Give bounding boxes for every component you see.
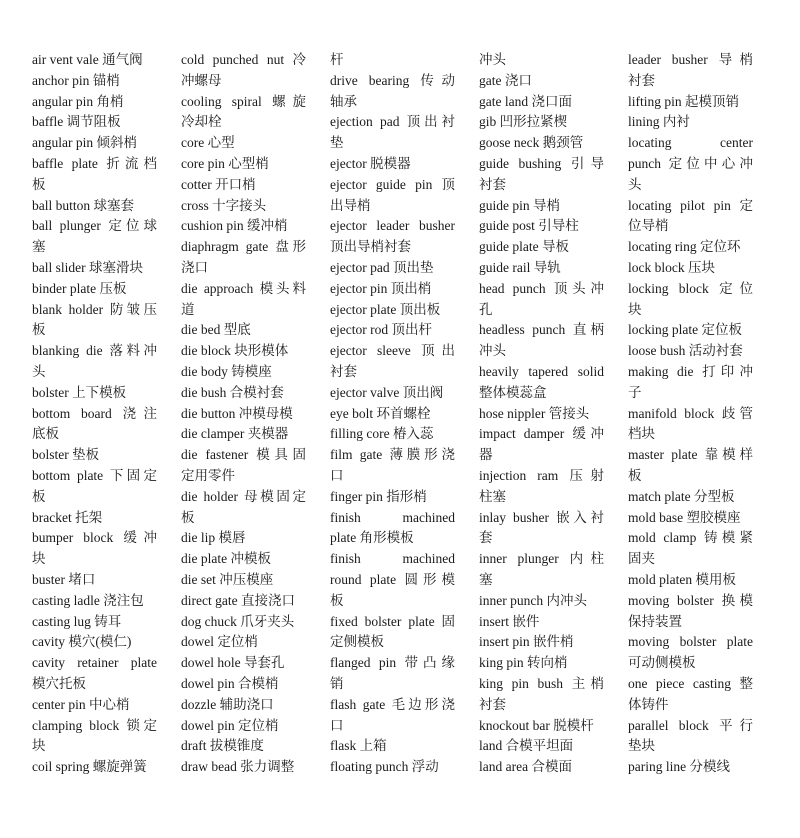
glossary-line: cotter 开口梢 xyxy=(181,176,256,192)
glossary-line: 档块 xyxy=(628,426,655,442)
glossary-line: 头 xyxy=(32,363,46,379)
glossary-line: one piece casting 整 xyxy=(628,675,753,691)
glossary-line: drive bearing 传动 xyxy=(330,72,455,88)
glossary-line: 器 xyxy=(479,447,493,463)
glossary-line: bumper block 缓冲 xyxy=(32,530,157,546)
glossary-line: cavity retainer plate xyxy=(32,655,157,671)
glossary-line: baffle plate 折流档 xyxy=(32,155,157,171)
glossary-line: mold platen 模用板 xyxy=(628,571,736,587)
glossary-line: 垫 xyxy=(330,135,344,151)
glossary-line: clamping block 锁定 xyxy=(32,717,157,733)
glossary-line: bottom plate 下固定 xyxy=(32,467,157,483)
glossary-line: ejector guide pin 顶 xyxy=(330,176,455,192)
glossary-line: center pin 中心梢 xyxy=(32,696,130,712)
glossary-line: finish machined xyxy=(330,509,455,525)
glossary-line: head punch 顶头冲 xyxy=(479,280,604,296)
glossary-line: 定侧模板 xyxy=(330,634,384,650)
glossary-line: die approach 模头料 xyxy=(181,280,306,296)
glossary-line: plate 角形模板 xyxy=(330,530,414,546)
glossary-line: dozzle 辅助浇口 xyxy=(181,696,274,712)
glossary-line: guide pin 导梢 xyxy=(479,197,560,213)
glossary-line: 口 xyxy=(330,467,344,483)
glossary-line: angular pin 角梢 xyxy=(32,93,124,109)
glossary-line: heavily tapered solid xyxy=(479,363,604,379)
glossary-line: 板 xyxy=(32,322,46,338)
glossary-line: ball slider 球塞滑块 xyxy=(32,259,143,275)
glossary-line: ejector sleeve 顶出 xyxy=(330,343,455,359)
glossary-line: mold base 塑胶模座 xyxy=(628,509,741,525)
glossary-line: coil spring 螺旋弹簧 xyxy=(32,759,147,775)
glossary-line: 轴承 xyxy=(330,93,357,109)
glossary-page xyxy=(32,50,776,778)
glossary-line: making die 打印冲 xyxy=(628,363,753,379)
glossary-line: 板 xyxy=(330,592,344,608)
glossary-line: ejector pin 顶出梢 xyxy=(330,280,432,296)
glossary-line: casting ladle 浇注包 xyxy=(32,592,144,608)
glossary-line: 柱塞 xyxy=(479,488,506,504)
glossary-line: 冲头 xyxy=(479,52,506,67)
glossary-line: draw bead 张力调整 xyxy=(181,759,295,775)
glossary-line: 孔 xyxy=(479,301,493,317)
glossary-line: casting lug 铸耳 xyxy=(32,613,122,629)
glossary-line: locking plate 定位板 xyxy=(628,322,742,338)
glossary-line: paring line 分模线 xyxy=(628,759,730,775)
glossary-line: filling core 椿入蕊 xyxy=(330,426,434,442)
glossary-line: direct gate 直接浇口 xyxy=(181,592,295,608)
glossary-line: moving bolster 换模 xyxy=(628,592,753,608)
glossary-line: lining 内衬 xyxy=(628,114,690,130)
glossary-column-2 xyxy=(181,50,306,778)
glossary-line: guide post 引导柱 xyxy=(479,218,579,234)
glossary-line: 浇口 xyxy=(181,259,208,275)
glossary-line: flanged pin 带凸缘 xyxy=(330,655,455,671)
glossary-line: finger pin 指形梢 xyxy=(330,488,427,504)
glossary-line: die fastener 模具固 xyxy=(181,447,306,463)
glossary-line: 冷却栓 xyxy=(181,114,222,130)
glossary-line: 衬套 xyxy=(628,72,655,88)
glossary-line: blanking die 落料冲 xyxy=(32,343,157,359)
glossary-line: 固夹 xyxy=(628,551,655,567)
glossary-line: punch 定位中心冲 xyxy=(628,155,753,171)
glossary-line: ejection pad 顶出衬 xyxy=(330,114,455,130)
glossary-line: king pin bush 主梢 xyxy=(479,675,604,691)
glossary-line: 板 xyxy=(181,509,195,525)
glossary-line: angular pin 倾斜梢 xyxy=(32,135,137,151)
glossary-line: 可动侧模板 xyxy=(628,655,696,671)
glossary-line: buster 堵口 xyxy=(32,571,96,587)
glossary-line: dowel pin 合模梢 xyxy=(181,675,279,691)
glossary-line: gate 浇口 xyxy=(479,72,532,88)
glossary-line: die clamper 夹模器 xyxy=(181,426,289,442)
glossary-line: round plate 圆形模 xyxy=(330,571,455,587)
glossary-line: hose nippler 管接头 xyxy=(479,405,590,421)
glossary-line: 塞 xyxy=(32,239,46,255)
glossary-line: inner plunger 内柱 xyxy=(479,551,604,567)
glossary-line: dog chuck 爪牙夹头 xyxy=(181,613,295,629)
glossary-line: locking block 定位 xyxy=(628,280,753,296)
glossary-line: die holder 母模固定 xyxy=(181,488,306,504)
glossary-line: film gate 薄膜形浇 xyxy=(330,447,455,463)
glossary-line: injection ram 压射 xyxy=(479,467,604,483)
glossary-line: 塞 xyxy=(479,571,493,587)
glossary-line: die set 冲压模座 xyxy=(181,571,274,587)
glossary-line: 子 xyxy=(628,384,642,400)
glossary-line: dowel 定位梢 xyxy=(181,634,258,650)
glossary-line: 位导梢 xyxy=(628,218,669,234)
glossary-line: die block 块形模体 xyxy=(181,343,289,359)
glossary-line: bracket 托架 xyxy=(32,509,103,525)
glossary-line: 定用零件 xyxy=(181,467,235,483)
glossary-line: die plate 冲模板 xyxy=(181,551,271,567)
glossary-line: land 合模平坦面 xyxy=(479,738,574,754)
glossary-line: blank holder 防皱压 xyxy=(32,301,157,317)
glossary-line: core 心型 xyxy=(181,135,235,151)
glossary-line: anchor pin 锚梢 xyxy=(32,72,120,88)
glossary-line: eye bolt 环首螺栓 xyxy=(330,405,431,421)
glossary-line: floating punch 浮动 xyxy=(330,759,439,775)
glossary-line: baffle 调节阻板 xyxy=(32,114,121,130)
glossary-line: ejector valve 顶出阀 xyxy=(330,384,444,400)
glossary-line: die bed 型底 xyxy=(181,322,251,338)
glossary-line: guide rail 导轨 xyxy=(479,259,561,275)
glossary-column-1 xyxy=(32,50,157,778)
glossary-line: flash gate 毛边形浇 xyxy=(330,696,455,712)
glossary-line: cushion pin 缓冲梢 xyxy=(181,218,288,234)
glossary-line: 体铸件 xyxy=(628,696,669,712)
glossary-line: lifting pin 起模顶销 xyxy=(628,93,739,109)
glossary-line: 底板 xyxy=(32,426,59,442)
glossary-line: cooling spiral 螺旋 xyxy=(181,93,306,109)
glossary-line: ball plunger 定位球 xyxy=(32,218,157,234)
glossary-line: locating ring 定位环 xyxy=(628,239,741,255)
glossary-line: king pin 转向梢 xyxy=(479,655,568,671)
glossary-line: finish machined xyxy=(330,551,455,567)
glossary-line: 头 xyxy=(628,176,642,192)
glossary-line: core pin 心型梢 xyxy=(181,155,269,171)
glossary-line: bolster 上下模板 xyxy=(32,384,127,400)
glossary-line: guide bushing 引导 xyxy=(479,155,604,171)
glossary-line: moving bolster plate xyxy=(628,634,753,650)
glossary-line: 口 xyxy=(330,717,344,733)
glossary-column-5 xyxy=(628,50,753,778)
glossary-line: die button 冲模母模 xyxy=(181,405,293,421)
glossary-line: ejector rod 顶出杆 xyxy=(330,322,432,338)
glossary-line: manifold block 歧管 xyxy=(628,405,753,421)
glossary-line: die lip 模唇 xyxy=(181,530,246,546)
glossary-line: master plate 靠模样 xyxy=(628,447,753,463)
glossary-line: 衬套 xyxy=(479,696,506,712)
glossary-line: die bush 合模衬套 xyxy=(181,384,284,400)
glossary-line: dowel pin 定位梢 xyxy=(181,717,279,733)
glossary-line: gate land 浇口面 xyxy=(479,93,572,109)
glossary-line: goose neck 鹅颈管 xyxy=(479,135,584,151)
glossary-column-4 xyxy=(479,50,604,778)
glossary-line: 板 xyxy=(628,467,642,483)
glossary-line: draft 拔模锥度 xyxy=(181,738,264,754)
glossary-line: 冲头 xyxy=(479,343,506,359)
glossary-line: 顶出导梢衬套 xyxy=(330,239,411,255)
glossary-line: locating pilot pin 定 xyxy=(628,197,753,213)
glossary-line: die body 铸模座 xyxy=(181,363,272,379)
glossary-line: 板 xyxy=(32,488,46,504)
glossary-line: insert pin 嵌件梢 xyxy=(479,634,574,650)
glossary-line: mold clamp 铸模紧 xyxy=(628,530,753,546)
glossary-line: fixed bolster plate 固 xyxy=(330,613,455,629)
glossary-line: loose bush 活动衬套 xyxy=(628,343,743,359)
glossary-line: match plate 分型板 xyxy=(628,488,735,504)
glossary-line: lock block 压块 xyxy=(628,259,715,275)
glossary-line: air vent vale 通气阀 xyxy=(32,52,143,67)
glossary-line: knockout bar 脱模杆 xyxy=(479,717,594,733)
glossary-line: 杆 xyxy=(330,52,344,67)
glossary-line: 道 xyxy=(181,301,195,317)
glossary-line: dowel hole 导套孔 xyxy=(181,655,285,671)
glossary-column-3 xyxy=(330,50,455,778)
glossary-line: 衬套 xyxy=(479,176,506,192)
glossary-line: 销 xyxy=(330,675,344,691)
glossary-line: ejector leader busher xyxy=(330,218,455,234)
glossary-line: ejector plate 顶出板 xyxy=(330,301,441,317)
glossary-line: inlay busher 嵌入衬 xyxy=(479,509,604,525)
glossary-line: 块 xyxy=(628,301,642,317)
glossary-line: 块 xyxy=(32,738,46,754)
glossary-line: inner punch 内冲头 xyxy=(479,592,587,608)
glossary-line: cross 十字接头 xyxy=(181,197,267,213)
glossary-line: 衬套 xyxy=(330,363,357,379)
glossary-line: leader busher 导梢 xyxy=(628,52,753,67)
glossary-line: cold punched nut 冷 xyxy=(181,52,306,67)
glossary-line: 板 xyxy=(32,176,46,192)
glossary-line: 整体模蕊盒 xyxy=(479,384,547,400)
glossary-line: insert 嵌件 xyxy=(479,613,540,629)
glossary-line: 块 xyxy=(32,551,46,567)
glossary-line: diaphragm gate 盘形 xyxy=(181,239,306,255)
glossary-line: impact damper 缓冲 xyxy=(479,426,604,442)
glossary-line: 出导梢 xyxy=(330,197,371,213)
glossary-line: parallel block 平行 xyxy=(628,717,753,733)
glossary-line: guide plate 导板 xyxy=(479,239,569,255)
glossary-line: ejector 脱模器 xyxy=(330,155,411,171)
glossary-line: 保持装置 xyxy=(628,613,682,629)
glossary-line: headless punch 直柄 xyxy=(479,322,604,338)
glossary-line: 模穴托板 xyxy=(32,675,86,691)
glossary-line: 套 xyxy=(479,530,493,546)
glossary-line: ball button 球塞套 xyxy=(32,197,134,213)
glossary-line: ejector pad 顶出垫 xyxy=(330,259,434,275)
glossary-line: locating center xyxy=(628,135,753,151)
glossary-line: gib 凹形拉紧楔 xyxy=(479,114,568,130)
glossary-line: 冲螺母 xyxy=(181,72,222,88)
glossary-line: flask 上箱 xyxy=(330,738,387,754)
glossary-line: cavity 模穴(模仁) xyxy=(32,634,132,650)
glossary-line: bolster 垫板 xyxy=(32,447,100,463)
glossary-line: 垫块 xyxy=(628,738,655,754)
glossary-line: bottom board 浇注 xyxy=(32,405,157,421)
glossary-line: binder plate 压板 xyxy=(32,280,127,296)
glossary-line: land area 合模面 xyxy=(479,759,572,775)
